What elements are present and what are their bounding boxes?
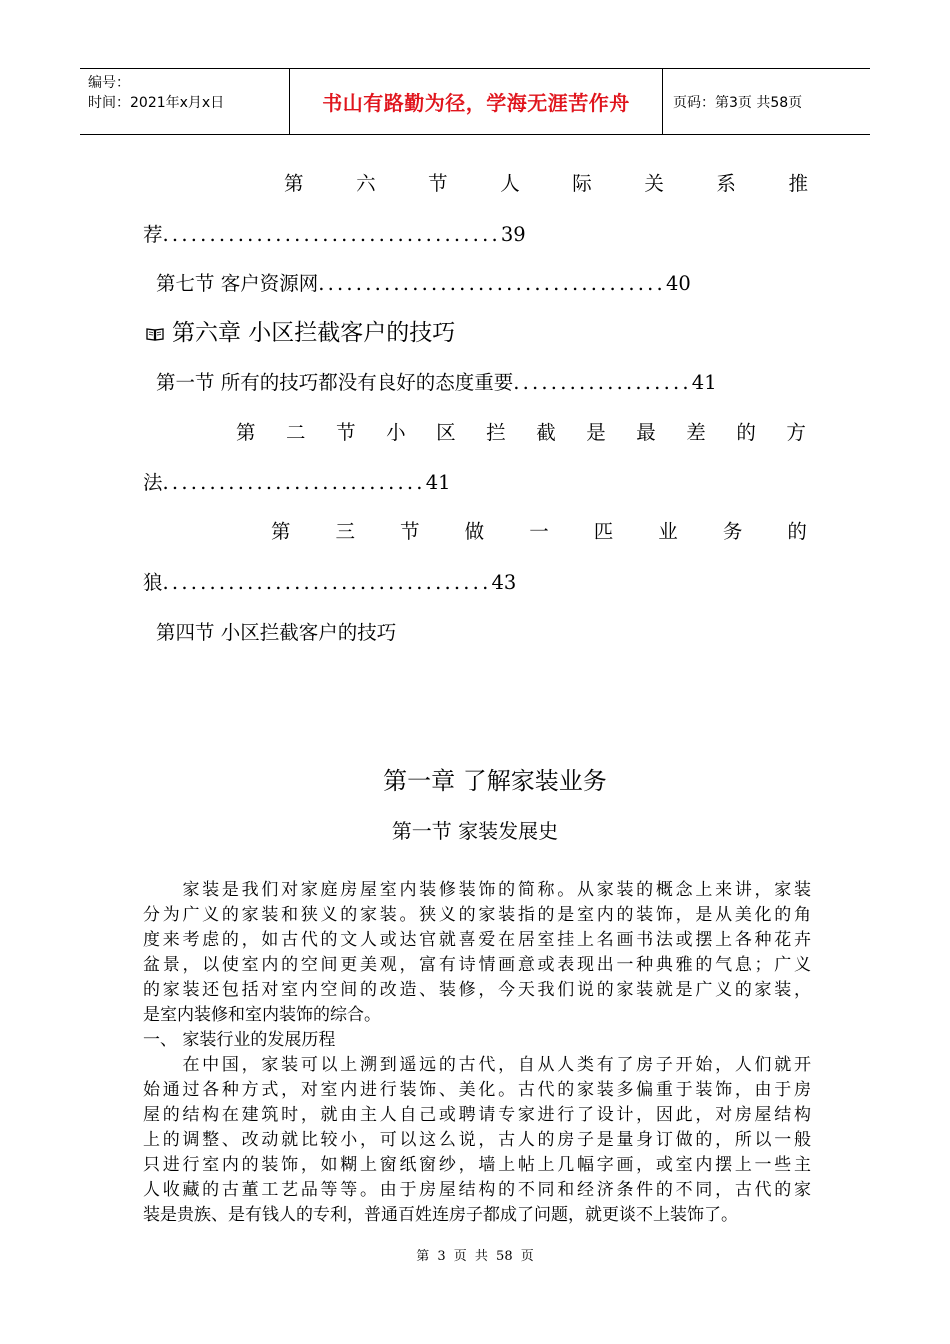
toc-sec7-label: 第七节 客户资源网 [156, 272, 319, 295]
toc-c6s4-label: 第四节 小区拦截客户的技巧 [156, 621, 397, 644]
paragraph-1 [143, 878, 811, 1028]
toc-chapter6-title: 第六章 小区拦截客户的技巧 [172, 320, 456, 346]
toc-spread-char: 最 [636, 421, 656, 444]
paragraph-line: 家装是我们对家庭房屋室内装修装饰的简称。从家装的概念上来讲，家装 [143, 880, 811, 900]
toc-spread-char: 做 [464, 520, 485, 543]
toc-sec6-rest: 荐 [143, 223, 163, 246]
toc-spread-char: 人 [500, 172, 520, 195]
toc-spread-char: 是 [586, 421, 606, 444]
toc-chapter6 [146, 317, 455, 349]
toc-c6s2-page: 41 [425, 471, 451, 494]
toc-entry-c6s1 [156, 369, 717, 397]
toc-spread-char: 一 [529, 520, 549, 543]
toc-spread-char: 二 [286, 421, 306, 444]
toc-entry-c6s2-spread [236, 419, 806, 447]
toc-sec7-dots: ..................................... [318, 272, 666, 295]
toc-entry-sec7 [156, 270, 691, 298]
toc-sec6-dots: .................................... [162, 223, 501, 246]
toc-spread-char: 节 [336, 421, 356, 444]
toc-entry-sec6-tail [143, 221, 526, 249]
toc-spread-char: 第 [271, 520, 291, 543]
toc-spread-char: 节 [400, 520, 420, 543]
toc-spread-char: 际 [572, 172, 592, 195]
toc-spread-char: 节 [428, 172, 448, 195]
toc-spread-char: 方 [786, 421, 806, 444]
toc-c6s1-page: 41 [691, 371, 717, 394]
paragraph-line: 是室内装修和室内装饰的综合。 [143, 1005, 381, 1025]
toc-spread-char: 区 [436, 421, 456, 444]
paragraph-line: 在中国，家装可以上溯到遥远的古代，自从人类有了房子开始，人们就开 [143, 1055, 811, 1075]
page-header [80, 68, 870, 135]
header-number-label: 编号： [88, 75, 130, 91]
toc-spread-char: 匹 [593, 520, 614, 543]
chapter-title: 第一章 了解家装业务 [383, 767, 607, 795]
toc-spread-char: 拦 [486, 421, 506, 444]
toc-spread-char: 的 [787, 520, 807, 543]
toc-spread-char: 第 [236, 421, 256, 444]
toc-spread-char: 第 [284, 172, 304, 195]
toc-spread-char: 三 [335, 520, 356, 543]
toc-spread-char: 的 [736, 421, 756, 444]
toc-entry-c6s3-tail [143, 569, 516, 597]
header-motto: 书山有路勤为径，学海无涯苦作舟 [289, 69, 663, 134]
toc-c6s3-dots: ................................... [162, 571, 492, 594]
subheading-line [143, 1028, 811, 1053]
toc-spread-char: 截 [536, 421, 556, 444]
toc-sec7-page: 40 [665, 272, 691, 295]
section-title: 第一节 家装发展史 [391, 819, 559, 843]
paragraph-line: 屋的结构在建筑时，就由主人自己或聘请专家进行了设计，因此，对房屋结构 [143, 1105, 811, 1125]
header-page-info: 页码：第3页 共58页 [673, 94, 803, 111]
book-icon [146, 327, 164, 341]
toc-entry-c6s4 [156, 619, 396, 647]
paragraph-line: 上的调整、改动就比较小，可以这么说，古人的房子是量身订做的，所以一般 [143, 1130, 811, 1150]
paragraph-line: 装是贵族、是有钱人的专利，普通百姓连房子都成了问题，就更谈不上装饰了。 [143, 1205, 738, 1225]
paragraph-line: 分为广义的家装和狭义的家装。狭义的家装指的是室内的装饰，是从美化的角 [143, 905, 811, 925]
page-footer: 第 3 页 共 58 页 [416, 1249, 534, 1264]
toc-c6s1-dots: ................... [513, 371, 692, 394]
header-time-label: 时间：2021年x月x日 [88, 95, 225, 111]
toc-spread-char: 关 [644, 172, 664, 195]
toc-spread-char: 六 [356, 172, 376, 195]
toc-spread-char: 务 [722, 520, 743, 543]
toc-entry-sec6-spread [284, 170, 808, 198]
toc-spread-char: 系 [716, 172, 736, 195]
toc-spread-char: 业 [658, 520, 678, 543]
header-meta [80, 69, 289, 134]
paragraph-line: 盆景，以使室内的空间更美观，富有诗情画意或表现出一种典雅的气息；广义 [143, 955, 811, 975]
subheading: 一、 家装行业的发展历程 [143, 1030, 336, 1050]
paragraph-line: 的家装还包括对室内空间的改造、装修，今天我们说的家装就是广义的家装， [143, 980, 811, 1000]
toc-spread-char: 差 [686, 421, 706, 444]
toc-entry-c6s3-spread [271, 518, 807, 546]
toc-c6s1-label: 第一节 所有的技巧都没有良好的态度重要 [156, 371, 514, 394]
toc-c6s2-rest: 法 [143, 471, 163, 494]
paragraph-2 [143, 1053, 811, 1228]
toc-spread-char: 推 [788, 172, 808, 195]
paragraph-line: 始通过各种方式，对室内进行装饰、美化。古代的家装多偏重于装饰，由于房 [143, 1080, 811, 1100]
paragraph-line: 只进行室内的装饰，如糊上窗纸窗纱，墙上帖上几幅字画，或室内摆上一些主 [143, 1155, 811, 1175]
toc-c6s2-dots: ............................ [162, 471, 426, 494]
toc-spread-char: 小 [386, 421, 406, 444]
toc-sec6-page: 39 [500, 223, 526, 246]
toc-entry-c6s2-tail [143, 469, 451, 497]
toc-c6s3-rest: 狼 [143, 571, 163, 594]
paragraph-line: 人收藏的古董工艺品等等。由于房屋结构的不同和经济条件的不同，古代的家 [143, 1180, 811, 1200]
paragraph-line: 度来考虑的，如古代的文人或达官就喜爱在居室挂上名画书法或摆上各种花卉 [143, 930, 811, 950]
toc-c6s3-page: 43 [491, 571, 517, 594]
